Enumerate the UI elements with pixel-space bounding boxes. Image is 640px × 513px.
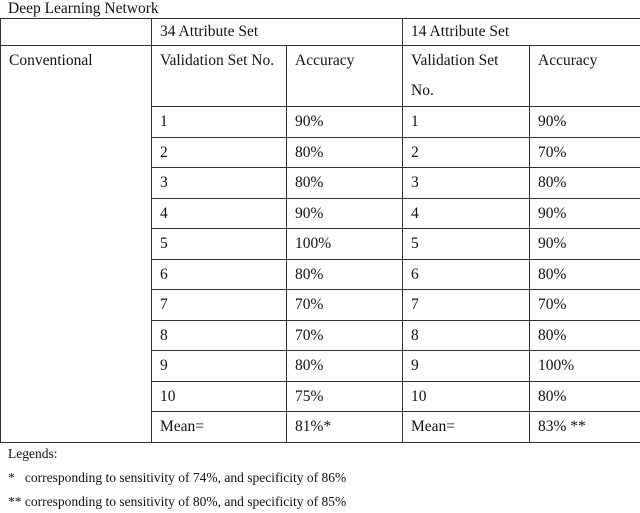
table-cell: 5 — [152, 229, 287, 260]
table-cell: 4 — [152, 198, 287, 229]
table-cell: 7 — [152, 290, 287, 321]
table-cell: 81%* — [287, 412, 403, 443]
legend-item: * corresponding to sensitivity of 74%, and specificity of 86% — [8, 470, 347, 485]
table-cell: 2 — [403, 137, 530, 168]
table-cell: 6 — [152, 259, 287, 290]
column-header-row — [1, 46, 640, 107]
table-cell: 90% — [287, 107, 403, 138]
table-cell: 10 — [403, 381, 530, 412]
table-cell: 6 — [403, 259, 530, 290]
table-cell: 8 — [403, 320, 530, 351]
table-cell: Mean= — [152, 412, 287, 443]
table-cell: 7 — [403, 290, 530, 321]
table-cell: 80% — [530, 259, 640, 290]
table-cell: 80% — [287, 351, 403, 382]
table-cell: 3 — [152, 168, 287, 199]
table-cell: 100% — [287, 229, 403, 260]
table-cell: 9 — [403, 351, 530, 382]
table-cell: 80% — [287, 137, 403, 168]
table-cell: 80% — [530, 320, 640, 351]
empty-corner-cell — [1, 19, 152, 46]
column-header: Validation Set No. — [152, 46, 287, 107]
table-cell: 75% — [287, 381, 403, 412]
column-header: Validation Set No. — [403, 46, 530, 107]
table-cell: 83% ** — [530, 412, 640, 443]
table-cell: 70% — [530, 290, 640, 321]
table-cell: 3 — [403, 168, 530, 199]
table-cell: 5 — [403, 229, 530, 260]
table-cell: 2 — [152, 137, 287, 168]
table-cell: Mean= — [403, 412, 530, 443]
table-cell: 80% — [287, 168, 403, 199]
group-header-row — [1, 19, 640, 46]
table-cell: 90% — [287, 198, 403, 229]
table-cell: 90% — [530, 107, 640, 138]
table-cell: 70% — [287, 290, 403, 321]
table-cell: 90% — [530, 229, 640, 260]
table-cell: 70% — [287, 320, 403, 351]
results-table — [0, 18, 640, 443]
table-cell: 9 — [152, 351, 287, 382]
table-cell: 100% — [530, 351, 640, 382]
table-cell: 80% — [530, 168, 640, 199]
table-cell: 10 — [152, 381, 287, 412]
legends-heading: Legends: — [8, 446, 58, 461]
legend-item: ** corresponding to sensitivity of 80%, and specificity of 85% — [8, 494, 347, 509]
table-cell: 80% — [530, 381, 640, 412]
table-cell: 1 — [403, 107, 530, 138]
group-header-34: 34 Attribute Set — [152, 19, 403, 46]
column-header: Accuracy — [530, 46, 640, 107]
table-title: Deep Learning Network — [8, 0, 159, 17]
row-label-conventional: Conventional — [1, 46, 152, 443]
table-cell: 90% — [530, 198, 640, 229]
column-header: Accuracy — [287, 46, 403, 107]
table-cell: 8 — [152, 320, 287, 351]
table-cell: 70% — [530, 137, 640, 168]
table-cell: 80% — [287, 259, 403, 290]
group-header-14: 14 Attribute Set — [403, 19, 640, 46]
table-cell: 1 — [152, 107, 287, 138]
table-cell: 4 — [403, 198, 530, 229]
